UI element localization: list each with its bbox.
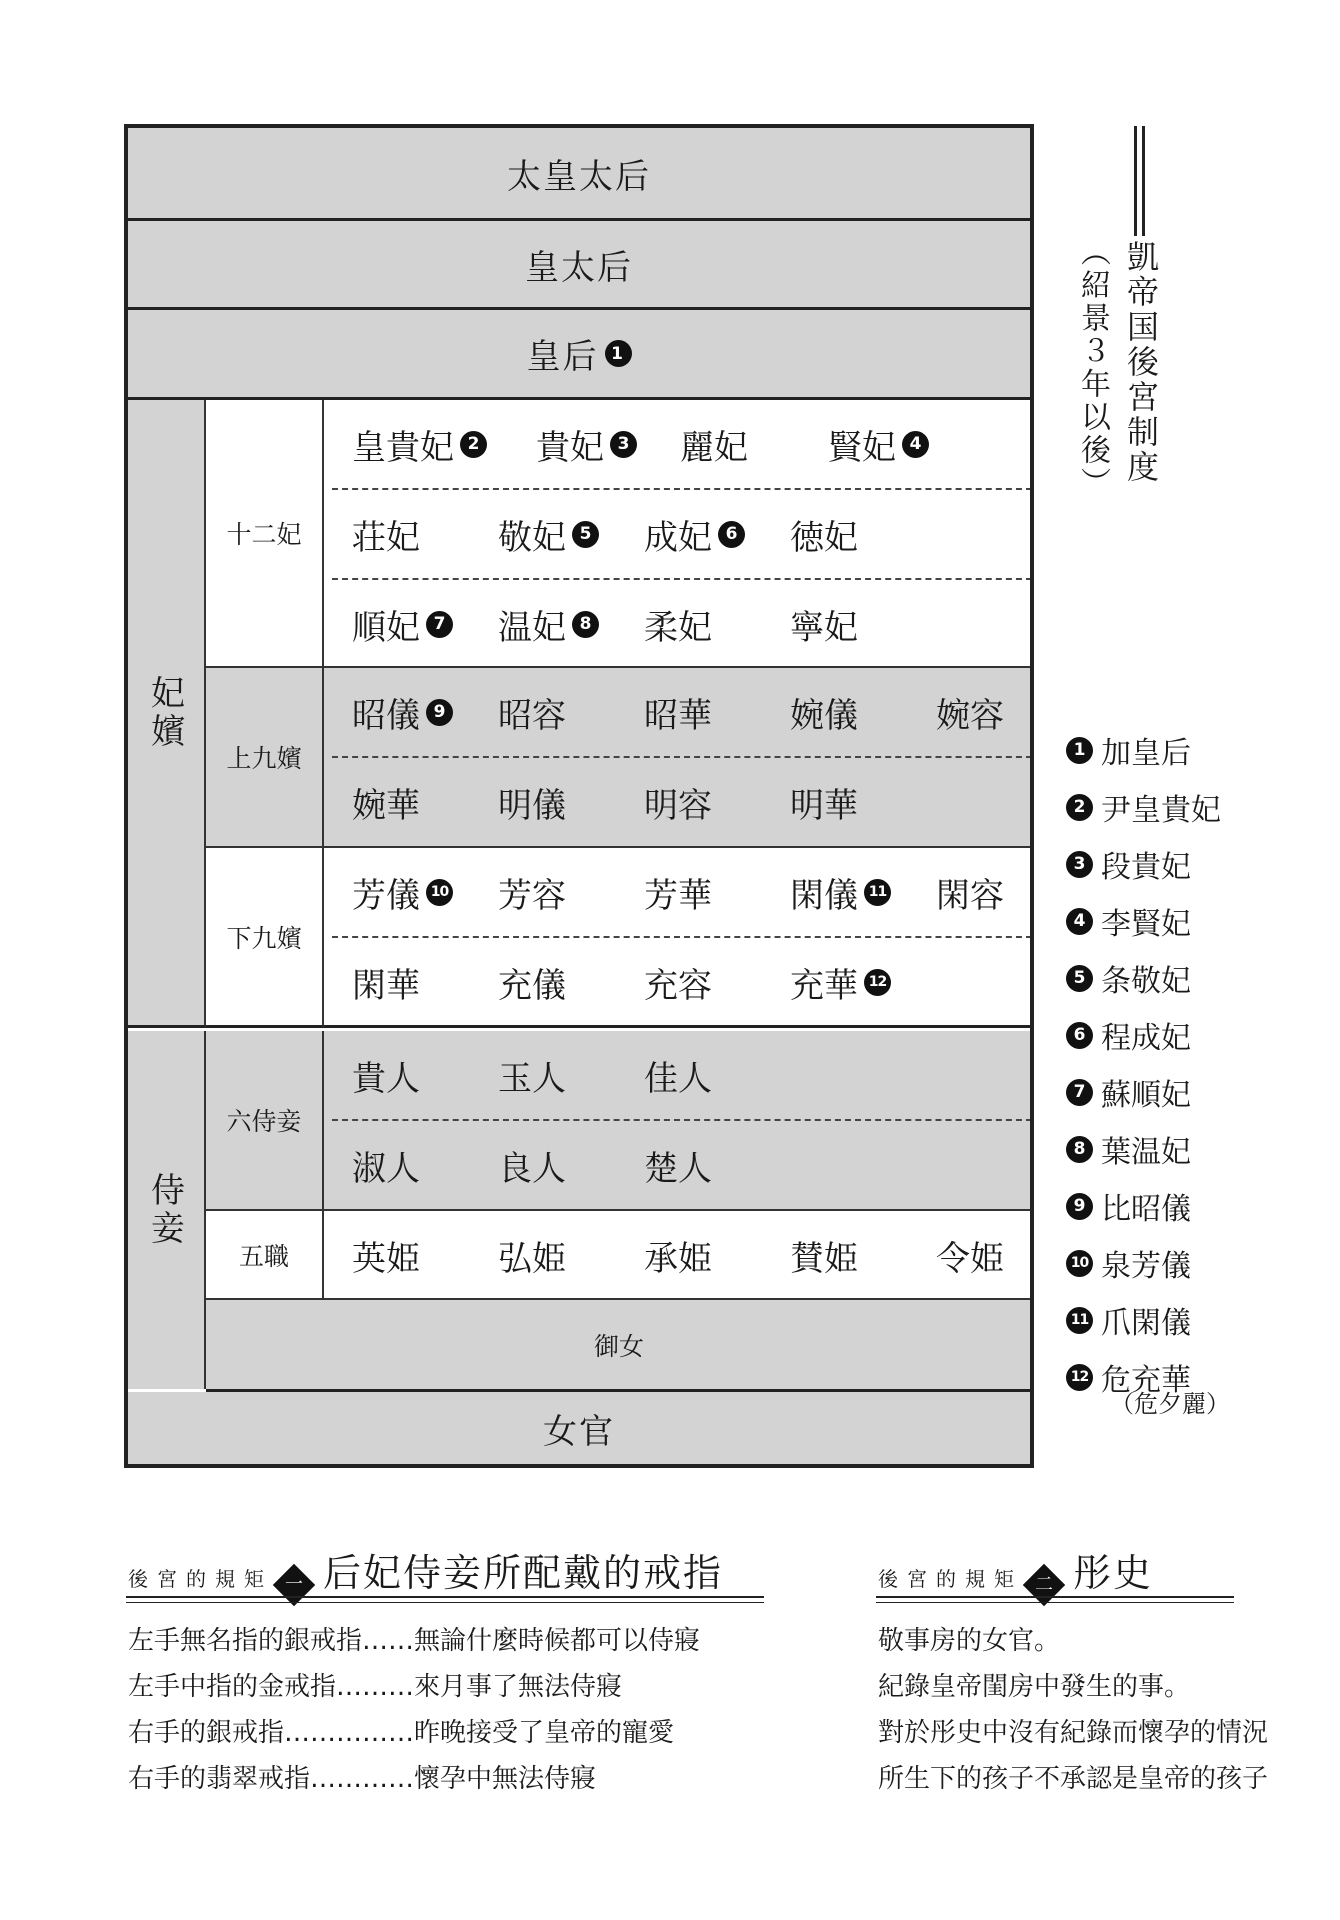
rank-cell: 貴妃 3 [536,420,637,469]
legend-name: 段貴妃 [1101,850,1191,885]
rule-line: 敬事房的女官。 [878,1626,1061,1656]
rule-line: 右手的銀戒指……………昨晚接受了皇帝的寵愛 [128,1718,675,1748]
rank-cell: 充華 12 [790,958,891,1007]
rows-five-posts [324,1211,1032,1300]
legend-note: （危夕麗） [1110,1390,1230,1418]
rank-cell: 寧妃 [790,607,858,648]
rank-cell: 閑華 [352,965,420,1006]
heading-underline [876,1596,1234,1603]
rule-line: 對於彤史中沒有紀錄而懷孕的情況 [878,1718,1269,1748]
subgroup-twelve-consorts: 十二妃 [206,400,324,668]
rank-cell: 皇貴妃 2 [352,420,487,469]
legend-name: 程成妃 [1101,1021,1191,1056]
rank-cell: 明容 [644,785,712,826]
rank-cell: 芳華 [644,875,712,916]
legend-item [1066,956,1191,1000]
rank-cell: 貴人 [352,1058,420,1099]
rank-cell: 芳容 [498,875,566,916]
rank-cell: 賢妃 4 [828,420,929,469]
legend-item [1066,1013,1191,1057]
rank-cell: 承姫 [644,1238,712,1279]
rank-cell: 賛姫 [790,1238,858,1279]
rank-cell: 婉華 [352,785,420,826]
rank-cell: 温妃 8 [498,600,599,649]
rank-cell: 芳儀 10 [352,868,453,917]
subgroup-six-concubines: 六侍妾 [206,1031,324,1211]
number-badge: 8 [1066,1136,1093,1163]
group-concubines: 侍妾 [126,1031,206,1389]
table-row [324,580,1032,668]
rule-line: 右手的翡翠戒指…………懷孕中無法侍寢 [128,1764,597,1794]
rank-cell: 敬妃 5 [498,510,599,559]
rows-twelve-consorts [324,400,1032,668]
number-badge: 4 [1066,908,1093,935]
rank-grand-empress-dowager: 太皇太后 [126,128,1032,221]
legend-name: 李賢妃 [1101,907,1191,942]
legend-item [1066,1184,1191,1228]
number-badge: 7 [1066,1079,1093,1106]
rank-cell: 令姫 [936,1238,1004,1279]
number-badge: 5 [1066,965,1093,992]
legend-name: 爪閑儀 [1101,1306,1191,1341]
subgroup-lower-nine: 下九嬪 [206,848,324,1028]
legend-item [1066,842,1191,886]
rank-cell: 婉容 [936,695,1004,736]
rank-cell: 淑人 [352,1148,420,1189]
rank-cell: 閑容 [936,875,1004,916]
rank-court-ladies: 女官 [126,1392,1032,1464]
legend-name: 葉温妃 [1101,1135,1191,1170]
rank-cell: 柔妃 [644,607,712,648]
legend-item [1066,785,1221,829]
legend-name: 危充華 [1101,1363,1191,1398]
number-badge: 11 [1066,1307,1093,1334]
rows-six-concubines [324,1031,1032,1211]
rules-right-heading: 後宮的規矩 二 彤史 [878,1542,1153,1597]
rank-empress-dowager: 皇太后 [126,221,1032,310]
rule-line: 所生下的孩子不承認是皇帝的孩子 [878,1764,1269,1794]
rank-cell: 荘妃 [352,517,420,558]
table-row [324,490,1032,578]
rule-line: 紀錄皇帝閨房中發生的事。 [878,1672,1191,1702]
rank-cell: 明華 [790,785,858,826]
group-consorts: 妃嬪 [126,400,206,1028]
legend-item [1066,1241,1191,1285]
legend-item [1066,1127,1191,1171]
rank-maids: 御女 [206,1300,1032,1392]
rank-cell: 閑儀 11 [790,868,891,917]
rank-cell: 昭華 [644,695,712,736]
table-row [324,668,1032,756]
rank-cell: 麗妃 [680,427,748,468]
legend-name: 加皇后 [1101,736,1191,771]
rank-cell: 婉儀 [790,695,858,736]
table-row [324,758,1032,846]
diamond-icon: 一 [273,1564,315,1606]
rank-cell: 英姫 [352,1238,420,1279]
rank-cell: 弘姫 [498,1238,566,1279]
table-row [324,938,1032,1026]
rank-cell: 玉人 [498,1058,566,1099]
legend-item [1066,899,1191,943]
subgroup-five-posts: 五職 [206,1211,324,1300]
legend-item [1066,728,1191,772]
legend-name: 泉芳儀 [1101,1249,1191,1284]
number-badge: 3 [1066,851,1093,878]
legend-name: 尹皇貴妃 [1101,793,1221,828]
number-badge: 2 [1066,794,1093,821]
title-rule [1142,126,1145,236]
number-badge: 1 [605,340,632,367]
rows-lower-nine [324,848,1032,1028]
subgroup-upper-nine: 上九嬪 [206,668,324,848]
legend-name: 蘇順妃 [1101,1078,1191,1113]
rule-line: 左手無名指的銀戒指……無論什麼時候都可以侍寢 [128,1626,701,1656]
table-row [324,1121,1032,1209]
chart-subtitle: （紹景３年以後） [1075,236,1110,500]
rows-upper-nine [324,668,1032,848]
rank-cell: 楚人 [644,1148,712,1189]
legend-name: 条敬妃 [1101,964,1191,999]
number-badge: 1 [1066,737,1093,764]
table-row [324,1031,1032,1119]
rank-cell: 昭儀 9 [352,688,453,737]
rank-cell: 成妃 6 [644,510,745,559]
number-badge: 12 [1066,1364,1093,1391]
rank-cell: 良人 [498,1148,566,1189]
legend-name: 比昭儀 [1101,1192,1191,1227]
heading-underline [126,1596,764,1603]
diamond-icon: 二 [1023,1564,1065,1606]
title-rule [1134,126,1137,236]
chart-title: 凱帝国後宮制度 [1122,240,1160,485]
rank-cell: 佳人 [644,1058,712,1099]
rank-cell: 明儀 [498,785,566,826]
table-row [324,848,1032,936]
table-row [324,400,1032,488]
legend-item [1066,1070,1191,1114]
rank-cell: 充容 [644,965,712,1006]
rank-cell: 順妃 7 [352,600,453,649]
rules-left-heading: 後宮的規矩 一 后妃侍妾所配戴的戒指 [128,1542,723,1597]
number-badge: 9 [1066,1193,1093,1220]
number-badge: 10 [1066,1250,1093,1277]
number-badge: 6 [1066,1022,1093,1049]
rule-line: 左手中指的金戒指………來月事了無法侍寢 [128,1672,623,1702]
rank-cell: 徳妃 [790,517,858,558]
rank-cell: 充儀 [498,965,566,1006]
rank-empress: 皇后 1 [126,310,1032,400]
table-row [324,1211,1032,1299]
rank-cell: 昭容 [498,695,566,736]
legend-item [1066,1298,1191,1342]
